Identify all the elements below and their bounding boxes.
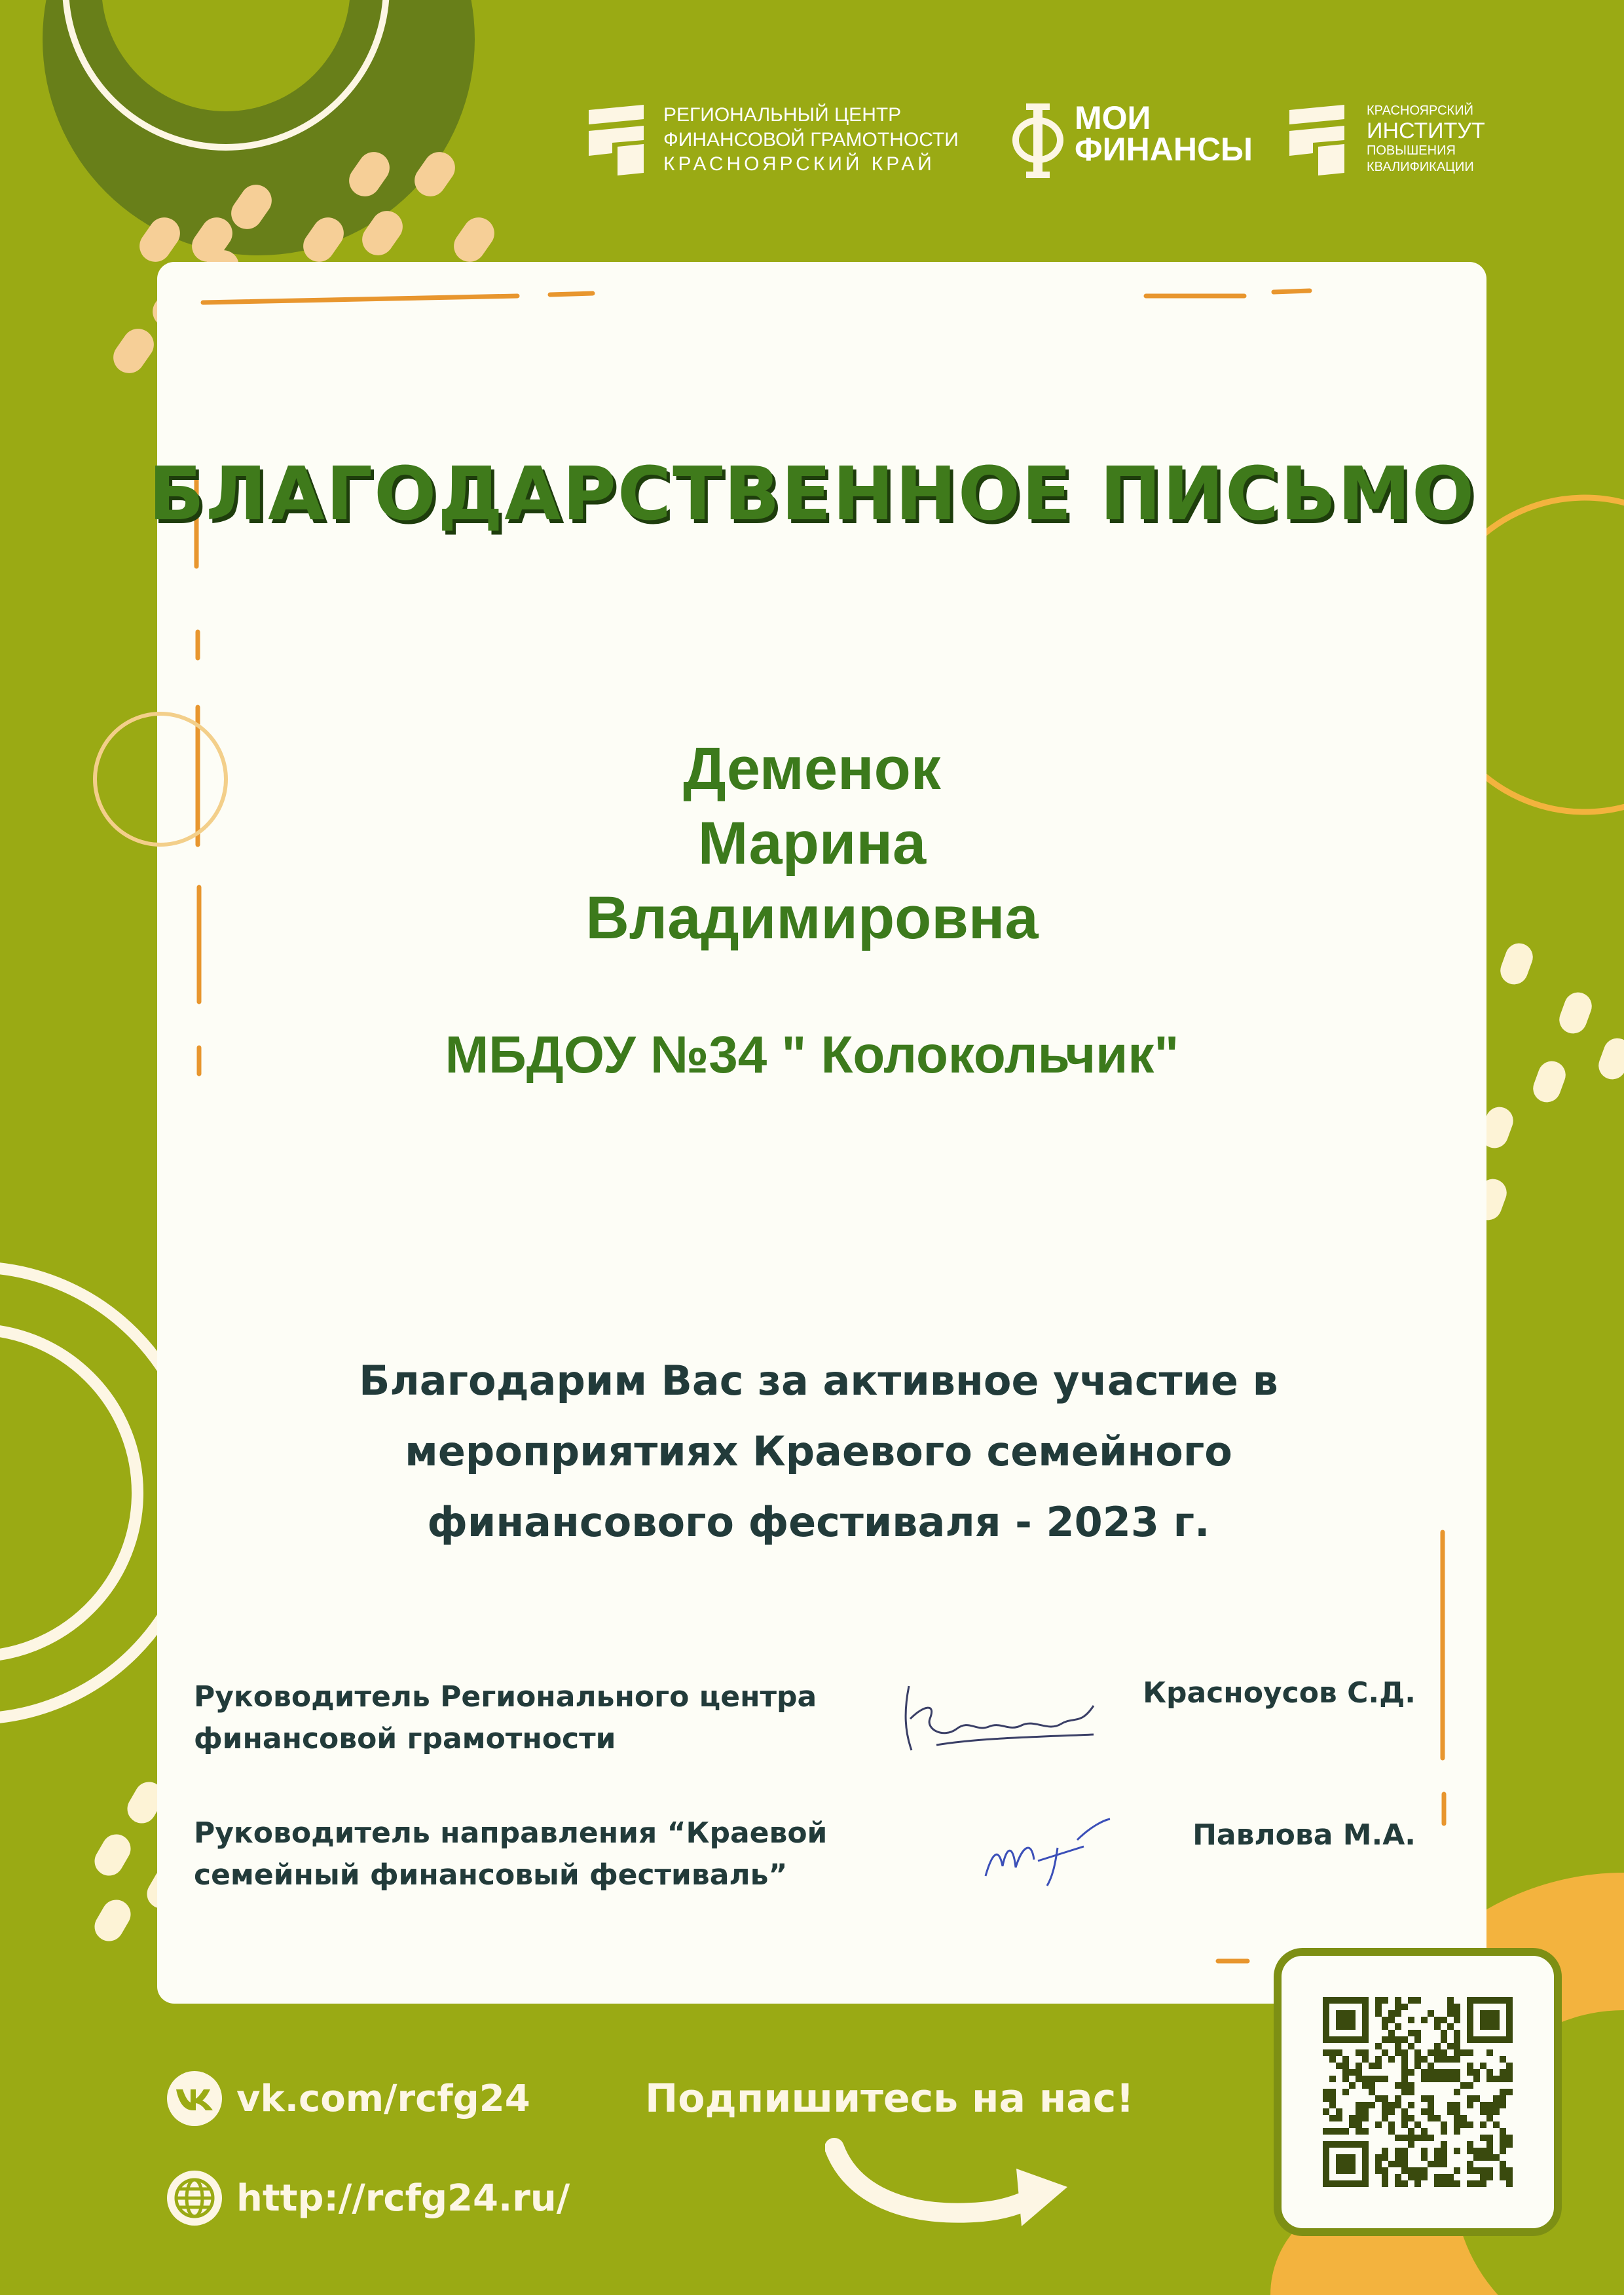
handwritten-signature [979,1814,1123,1892]
signer-2-role-line1: Руководитель направления “Краевой [194,1816,828,1850]
vk-icon [167,2071,222,2126]
signer-2-name: Павлова М.А. [1192,1818,1416,1852]
thanks-line-2: мероприятиях Краевого семейного [405,1427,1232,1475]
recipient-surname: Деменок [683,735,941,802]
signer-2-role [194,1812,827,1896]
signer-1-role [194,1676,817,1760]
recipient-first-name: Марина [697,810,927,877]
subscribe-text: Подпишитесь на нас! [645,2076,1134,2121]
curved-arrow-icon [825,2135,1074,2233]
thanks-line-3: финансового фестиваля - 2023 г. [427,1498,1210,1546]
certificate-title: БЛАГОДАРСТВЕННОЕ ПИСЬМО [148,452,1476,537]
signer-1-name: Красноусов С.Д. [1143,1676,1416,1710]
site-link[interactable] [167,2171,570,2226]
vk-link[interactable] [167,2071,530,2126]
logo-my-finances-line1: МОИ [1075,100,1151,136]
signer-2-role-line2: семейный финансовый фестиваль” [194,1858,788,1892]
logo-regional-line2: ФИНАНСОВОЙ ГРАМОТНОСТИ [663,128,959,151]
handwritten-signature [897,1666,1113,1771]
thanks-text [262,1346,1375,1558]
logo-institute-line2: ИНСТИТУТ [1367,119,1485,143]
logo-my-finances-line2: ФИНАНСЫ [1075,131,1253,168]
vk-link-text[interactable]: vk.com/rcfg24 [236,2077,530,2120]
qr-code[interactable] [1323,1997,1513,2187]
logo-regional-line1: РЕГИОНАЛЬНЫЙ ЦЕНТР [663,104,902,126]
signer-1-role-line2: финансовой грамотности [194,1722,616,1755]
logo-regional-line3: КРАСНОЯРСКИЙ КРАЙ [663,153,935,175]
logo-institute-line1: КРАСНОЯРСКИЙ [1367,103,1473,118]
recipient-organization: МБДОУ №34 " Колокольчик" [445,1025,1179,1084]
logo-institute-line4: КВАЛИФИКАЦИИ [1367,160,1474,174]
signer-1-role-line1: Руководитель Регионального центра [194,1680,817,1714]
site-link-text[interactable]: http://rcfg24.ru/ [236,2176,570,2220]
recipient-patronymic: Владимировна [585,885,1039,951]
logo-institute-line3: ПОВЫШЕНИЯ [1367,143,1456,158]
thanks-line-1: Благодарим Вас за активное участие в [359,1357,1278,1405]
globe-icon [167,2171,222,2226]
